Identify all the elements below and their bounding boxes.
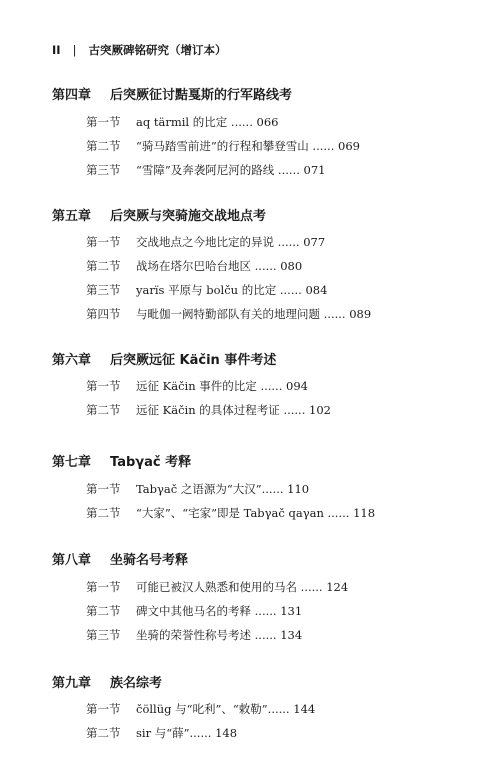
section-number: 第四节 [86, 307, 121, 321]
chapter-number: 第九章 [52, 676, 92, 691]
section-number: 第二节 [86, 259, 121, 273]
chapter-title: Tabγač 考释 [110, 455, 192, 470]
section-title: 远征 Käčin 事件的比定 ...... 094 [136, 379, 308, 393]
section-title: 交战地点之今地比定的异说 ...... 077 [136, 235, 326, 249]
chapter-5-heading [52, 205, 266, 224]
section-number: 第二节 [86, 506, 121, 520]
chapter-title: 后突厥与突骑施交战地点考 [110, 209, 267, 224]
chapter-title: 后突厥远征 Käčin 事件考述 [110, 353, 277, 368]
toc-entry [86, 725, 237, 741]
section-number: 第一节 [86, 115, 121, 129]
section-title: 与毗伽一阙特勤部队有关的地理问题 ...... 089 [136, 307, 372, 321]
section-title: čöllüg 与“叱利”、“敕勒”...... 144 [136, 702, 316, 716]
page-number: II [52, 43, 61, 57]
toc-entry [86, 234, 325, 250]
section-number: 第一节 [86, 702, 121, 716]
book-title: 古突厥碑铭研究（增订本） [88, 43, 227, 57]
toc-entry [86, 162, 325, 178]
section-title: yarïs 平原与 bolču 的比定 ...... 084 [136, 283, 328, 297]
chapter-7-heading [52, 451, 191, 470]
toc-entry [86, 282, 327, 298]
chapter-title: 族名综考 [110, 676, 163, 691]
header-separator: | [72, 43, 77, 57]
toc-entry [86, 138, 360, 154]
section-title: “骑马踏雪前进”的行程和攀登雪山 ...... 069 [136, 139, 360, 153]
toc-entry [86, 258, 302, 274]
section-number: 第一节 [86, 235, 121, 249]
section-title: Tabγač 之语源为“大汉”...... 110 [136, 482, 310, 496]
running-header [52, 42, 226, 58]
section-number: 第三节 [86, 283, 121, 297]
chapter-number: 第五章 [52, 209, 92, 224]
section-title: 坐骑的荣誉性称号考述 ...... 134 [136, 628, 303, 642]
toc-entry [86, 701, 315, 717]
toc-entry [86, 402, 331, 418]
toc-entry [86, 505, 375, 521]
section-title: “大家”、“宅家”即是 Tabγač qaγan ...... 118 [136, 506, 376, 520]
toc-entry [86, 627, 302, 643]
toc-entry [86, 114, 278, 130]
section-title: 可能已被汉人熟悉和使用的马名 ...... 124 [136, 580, 349, 594]
chapter-number: 第七章 [52, 455, 92, 470]
section-number: 第一节 [86, 379, 121, 393]
section-number: 第二节 [86, 726, 121, 740]
section-title: aq tärmil 的比定 ...... 066 [136, 115, 279, 129]
section-title: 远征 Käčin 的具体过程考证 ...... 102 [136, 403, 331, 417]
chapter-number: 第四章 [52, 88, 92, 103]
chapter-8-heading [52, 549, 188, 568]
section-title: 碑文中其他马名的考释 ...... 131 [136, 604, 303, 618]
chapter-9-heading [52, 672, 162, 691]
section-title: 战场在塔尔巴哈台地区 ...... 080 [136, 259, 303, 273]
toc-entry [86, 378, 308, 394]
section-title: sir 与“薛”...... 148 [136, 726, 238, 740]
toc-entry [86, 306, 371, 322]
toc-entry [86, 481, 309, 497]
section-title: “雪障”及奔袭阿尼河的路线 ...... 071 [136, 163, 326, 177]
chapter-title: 坐骑名号考释 [110, 553, 189, 568]
section-number: 第三节 [86, 163, 121, 177]
chapter-number: 第八章 [52, 553, 92, 568]
section-number: 第一节 [86, 482, 121, 496]
toc-entry [86, 603, 302, 619]
chapter-6-heading [52, 349, 276, 368]
chapter-number: 第六章 [52, 353, 92, 368]
section-number: 第二节 [86, 139, 121, 153]
chapter-4-heading [52, 84, 292, 103]
section-number: 第三节 [86, 628, 121, 642]
section-number: 第二节 [86, 604, 121, 618]
toc-entry [86, 579, 348, 595]
section-number: 第一节 [86, 580, 121, 594]
chapter-title: 后突厥征讨黠戛斯的行军路线考 [110, 88, 293, 103]
section-number: 第二节 [86, 403, 121, 417]
